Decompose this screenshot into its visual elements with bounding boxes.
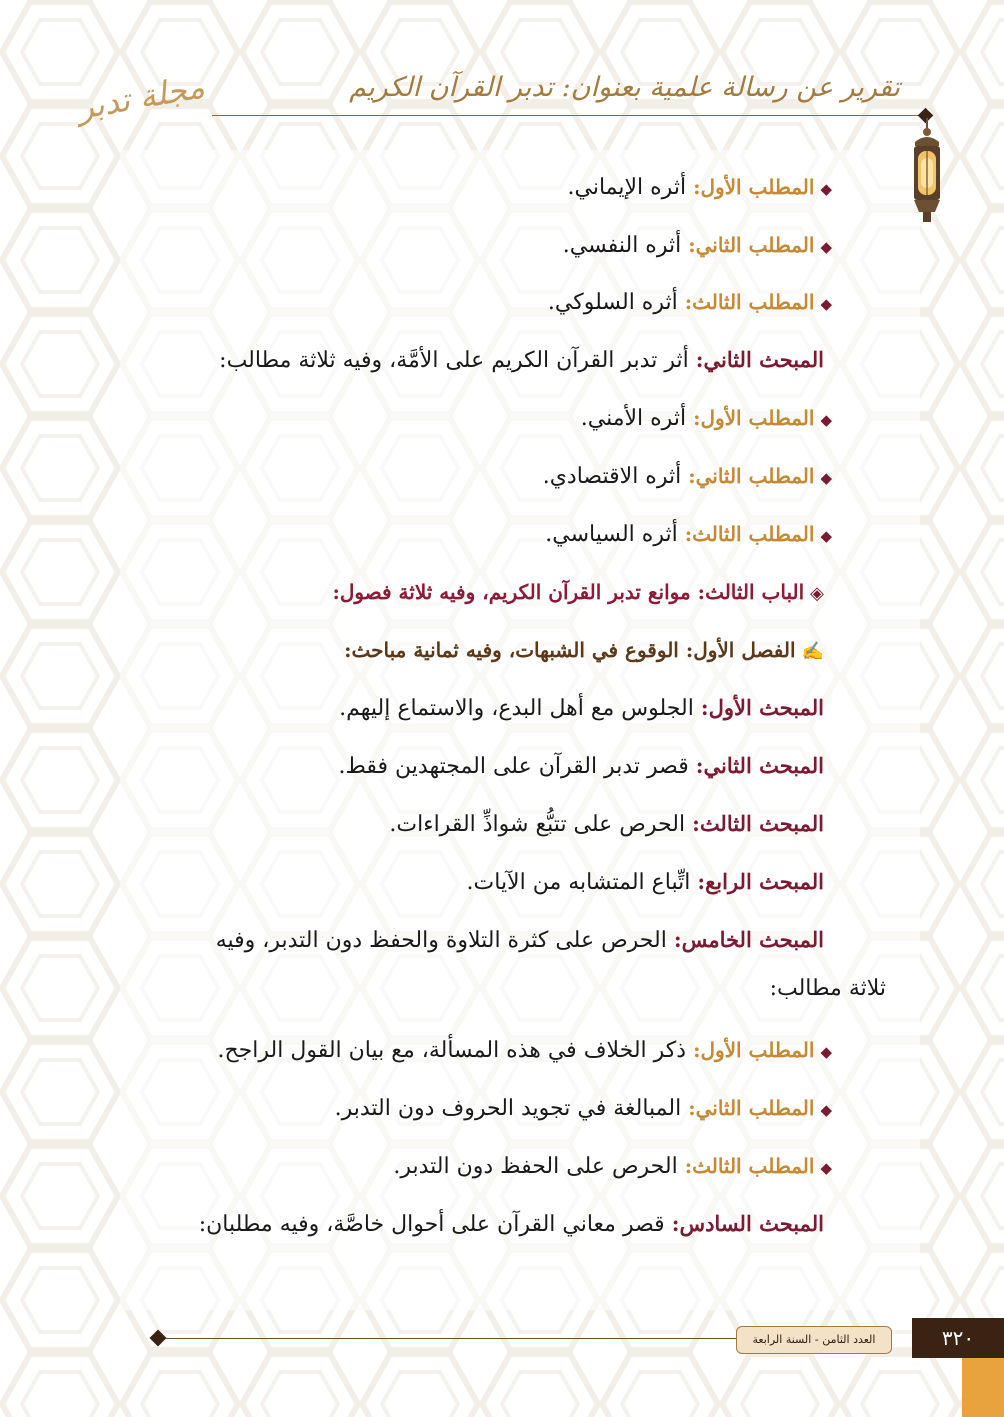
list-item (545, 517, 832, 551)
item-label: المطلب الثاني: (688, 464, 815, 488)
list-item (217, 1033, 832, 1067)
item-label: المطلب الأول: (693, 406, 815, 430)
section-label: المبحث الرابع: (697, 869, 824, 894)
item-label: المطلب الأول: (693, 175, 815, 199)
section-text: أثر تدبر القرآن الكريم على الأمَّة، وفيه ثلاثة مطالب: (219, 348, 689, 373)
section-text: الحرص على كثرة التلاوة والحفظ دون التدبر، وفيه (215, 928, 667, 953)
diamond-icon: ◆ (820, 238, 832, 256)
section-text: قصر تدبر القرآن على المجتهدين فقط. (338, 754, 689, 779)
item-label: المطلب الأول: (693, 1038, 815, 1062)
section-continuation (770, 972, 886, 1006)
diamond-icon: ◆ (820, 527, 832, 545)
section-text: قصر معاني القرآن على أحوال خاصَّة، وفيه مطلبان: (198, 1212, 665, 1237)
section-text: الجلوس مع أهل البدع، والاستماع إليهم. (339, 696, 694, 721)
item-text: أثره الاقتصادي. (542, 464, 682, 489)
section-heading (199, 1207, 824, 1241)
item-label: المطلب الثالث: (684, 522, 815, 546)
issue-badge: العدد الثامن - السنة الرابعة (736, 1326, 892, 1354)
diamond-icon: ◆ (820, 180, 832, 198)
item-text: الحرص على الحفظ دون التدبر. (393, 1154, 678, 1179)
section-label: المبحث الثاني: (695, 347, 824, 372)
item-text: المبالغة في تجويد الحروف دون التدبر. (334, 1096, 682, 1121)
item-label: المطلب الثالث: (684, 1154, 815, 1178)
diamond-icon: ◆ (820, 1159, 832, 1177)
list-item (548, 285, 832, 319)
lantern-icon (905, 118, 949, 226)
section-heading (389, 807, 824, 841)
section-label: المبحث السادس: (671, 1211, 824, 1236)
section-label: المبحث الثالث: (692, 811, 824, 836)
writing-hand-icon: ✍ (801, 641, 824, 662)
section-label: المبحث الأول: (700, 695, 824, 720)
list-item (568, 170, 833, 204)
list-item (543, 459, 832, 493)
chapter-title: الفصل الأول: الوقوع في الشبهات، وفيه ثمانية مباحث: (344, 638, 796, 662)
list-item (393, 1149, 832, 1183)
diamond-icon: ◆ (820, 295, 832, 313)
section-heading (339, 749, 824, 783)
section-heading (467, 865, 824, 899)
section-label: المبحث الثاني: (695, 753, 824, 778)
item-label: المطلب الثالث: (684, 290, 815, 314)
diamond-icon: ◆ (820, 1043, 832, 1061)
item-text: أثره الأمني. (580, 406, 687, 431)
item-text: أثره السلوكي. (547, 290, 678, 315)
list-item (335, 1091, 832, 1125)
section-heading (339, 691, 824, 725)
section-text: ثلاثة مطالب: (769, 976, 886, 1001)
item-text: ذكر الخلاف في هذه المسألة، مع بيان القول الراجح. (217, 1038, 687, 1063)
section-label: المبحث الخامس: (673, 927, 824, 952)
magazine-logo: مجلة تدبر (74, 67, 208, 128)
item-label: المطلب الثاني: (688, 233, 815, 257)
accent-bar (962, 1358, 1004, 1417)
section-text: اتِّباع المتشابه من الآيات. (466, 870, 691, 895)
header-title: تقرير عن رسالة علمية بعنوان: تدبر القرآن الكريم (349, 72, 900, 103)
diamond-icon: ◆ (820, 469, 832, 487)
footer-divider (160, 1338, 736, 1339)
section-heading (219, 343, 824, 377)
diamond-outline-icon: ◈ (810, 583, 824, 604)
section-text: الحرص على تتبُّع شواذِّ القراءات. (389, 812, 686, 837)
item-text: أثره السياسي. (545, 522, 678, 547)
item-text: أثره الإيماني. (567, 175, 687, 200)
list-item (581, 401, 832, 435)
diamond-icon: ◆ (820, 411, 832, 429)
item-text: أثره النفسي. (562, 233, 682, 258)
section-heading (216, 923, 824, 957)
list-item (563, 228, 832, 262)
page-number: ٣٢٠ (912, 1318, 1004, 1358)
diamond-icon: ◆ (820, 1101, 832, 1119)
part-title: الباب الثالث: موانع تدبر القرآن الكريم، وفيه ثلاثة فصول: (332, 580, 805, 604)
item-label: المطلب الثاني: (688, 1096, 815, 1120)
chapter-heading (344, 633, 824, 667)
part-heading (332, 575, 824, 609)
header-divider (212, 115, 924, 116)
